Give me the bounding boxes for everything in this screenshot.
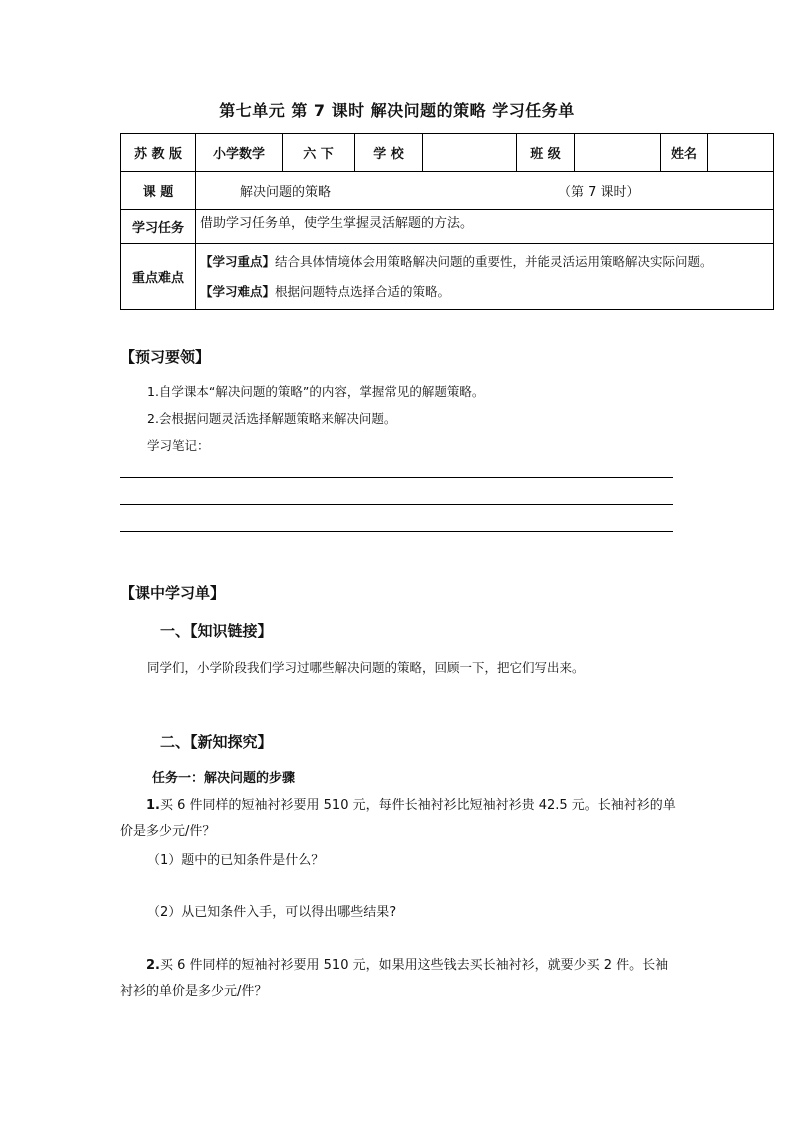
difficulty-tag: 【学习难点】 [200,283,276,299]
key-point-line [200,247,769,277]
name-label: 姓名 [661,134,708,172]
preview-item-2: 2.会根据问题灵活选择解题策略来解决问题。 [147,411,397,426]
question-1-sub-2: （2）从已知条件入手，可以得出哪些结果? [147,905,397,920]
topic-label: 课 题 [121,172,196,210]
key-point-text: 结合具体情境体会用策略解决问题的重要性，并能灵活运用策略解决实际问题。 [275,253,713,269]
question-2-number: 2. [146,958,160,973]
question-1-sub-1: （1）题中的已知条件是什么？ [147,853,325,868]
preview-heading: 【预习要领】 [120,348,211,366]
new-knowledge-heading: 二、【新知探究】 [160,733,273,751]
question-2 [120,953,680,1005]
key-difficulty-cell [196,244,774,310]
difficulty-line [200,277,769,307]
inclass-heading: 【课中学习单】 [120,584,226,602]
topic-value: 解决问题的策略 [240,185,332,200]
key-difficulty-label: 重点难点 [121,244,196,310]
question-1-text: 买 6 件同样的短袖衬衫要用 510 元，每件长袖衬衫比短袖衬衫贵 42.5 元。长袖衬衫的单价是多少元/件？ [120,798,676,839]
knowledge-link-heading: 一、【知识链接】 [160,622,273,640]
preview-item-1: 1.自学课本“解决问题的策略”的内容，掌握常见的解题策略。 [147,384,485,399]
grade-cell: 六 下 [283,134,355,172]
class-field[interactable] [575,134,661,172]
class-label: 班 级 [517,134,575,172]
lesson-number: （第 7 课时） [558,185,640,200]
info-table [120,133,774,310]
notes-line-2[interactable] [120,504,673,505]
subject-cell: 小学数学 [196,134,283,172]
question-1-number: 1. [146,798,160,813]
topic-cell [196,172,774,210]
notes-line-3[interactable] [120,531,673,532]
publisher-cell: 苏 教 版 [121,134,196,172]
page-title: 第七单元 第 7 课时 解决问题的策略 学习任务单 [219,101,575,120]
knowledge-link-text: 同学们，小学阶段我们学习过哪些解决问题的策略，回顾一下，把它们写出来。 [147,660,585,675]
task-label: 学习任务 [121,210,196,244]
task-value: 借助学习任务单，使学生掌握灵活解题的方法。 [196,210,774,244]
key-point-tag: 【学习重点】 [200,253,276,269]
difficulty-text: 根据问题特点选择合适的策略。 [275,283,451,299]
school-field[interactable] [423,134,517,172]
question-2-text: 买 6 件同样的短袖衬衫要用 510 元，如果用这些钱去买长袖衬衫，就要少买 2 件。长袖衬衫的单价是多少元/件？ [120,958,669,999]
school-label: 学 校 [355,134,423,172]
question-1 [120,793,680,845]
notes-label: 学习笔记： [147,438,210,453]
name-field[interactable] [708,134,774,172]
task1-heading: 任务一：解决问题的步骤 [152,771,296,786]
notes-line-1[interactable] [120,477,673,478]
